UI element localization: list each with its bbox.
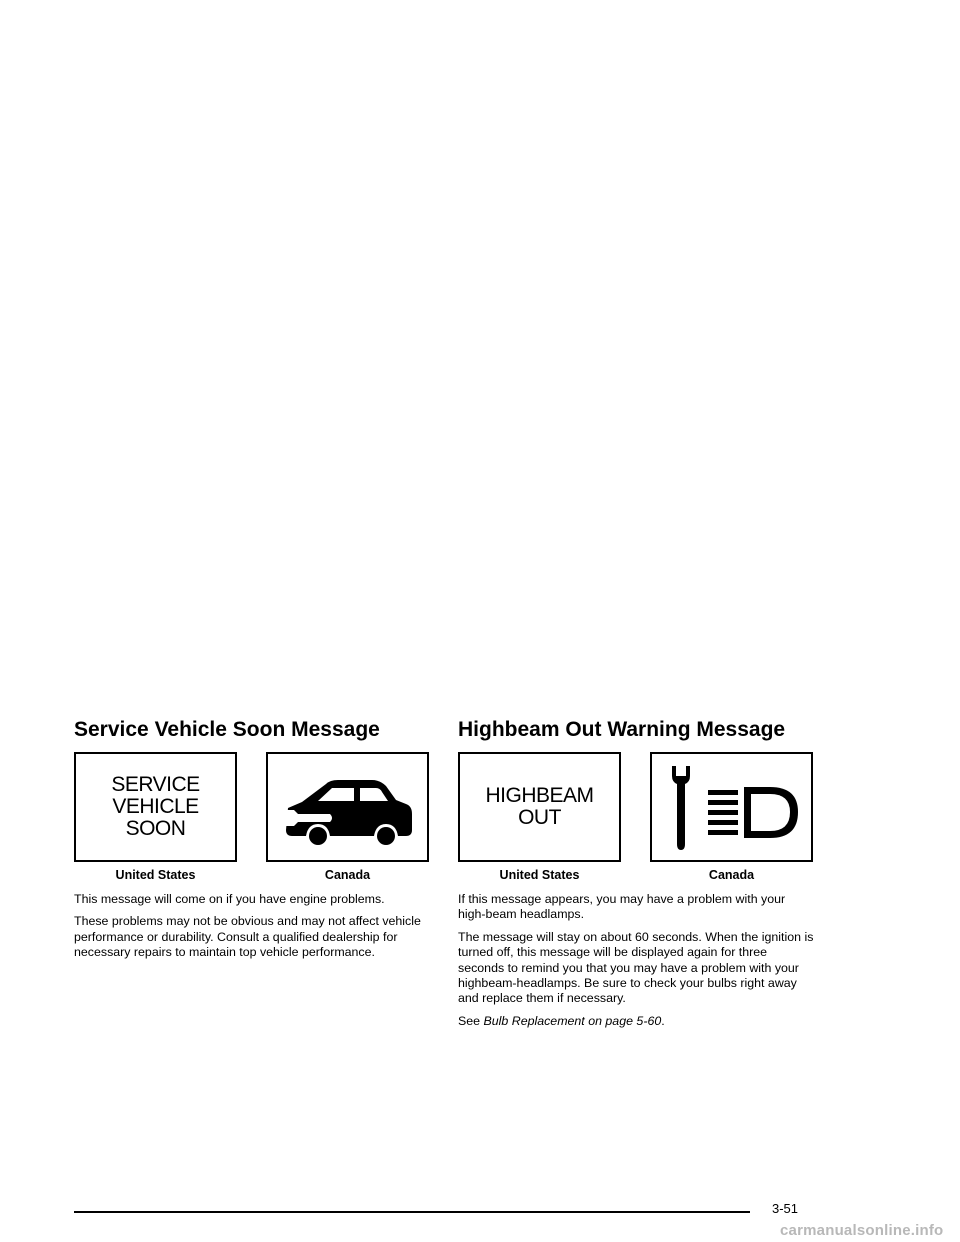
body-paragraph: The message will stay on about 60 seconds. When the ignition is turned off, this message will be displayed again for three seconds to remind you that you may have a problem with your highbeam-headlamps. Be sure to check your bulbs right away and replace them if necessary. [458,929,814,1006]
watermark: carmanualsonline.info [780,1222,944,1239]
section-highbeam-out-warning [458,716,816,1036]
us-caption: United States [115,868,196,882]
see-reference [458,1014,816,1029]
see-suffix: . [661,1013,665,1028]
us-caption: United States [499,868,580,882]
car-wrench-icon [268,754,427,860]
section-heading: Highbeam Out Warning Message [458,718,786,741]
footer-rule [74,1211,750,1213]
us-panel-text: SERVICE VEHICLE SOON [111,773,200,840]
see-prefix: See [458,1013,481,1028]
highbeam-warning-icon [652,754,811,860]
canada-caption: Canada [324,868,371,882]
bulb-replacement-link[interactable]: Bulb Replacement on page 5-60 [483,1013,662,1028]
us-panel-text: HIGHBEAM OUT [485,784,594,829]
indicator-figure [74,752,432,892]
indicator-figure [458,752,816,892]
body-paragraph: These problems may not be obvious and may not affect vehicle performance or durability. Consult a qualified dealership for necessary repairs to maintain top vehicle performance. [74,914,421,960]
section-heading: Service Vehicle Soon Message [74,718,380,741]
canada-symbol-panel [266,752,429,862]
body-paragraph: This message will come on if you have engine problems. [74,892,385,906]
canada-symbol-panel [650,752,813,862]
us-message-panel [74,752,237,862]
section-service-vehicle-soon [74,716,432,968]
body-paragraph: If this message appears, you may have a problem with your high-beam headlamps. [458,892,786,922]
us-message-panel [458,752,621,862]
canada-caption: Canada [708,868,755,882]
page-number: 3-51 [772,1201,799,1216]
